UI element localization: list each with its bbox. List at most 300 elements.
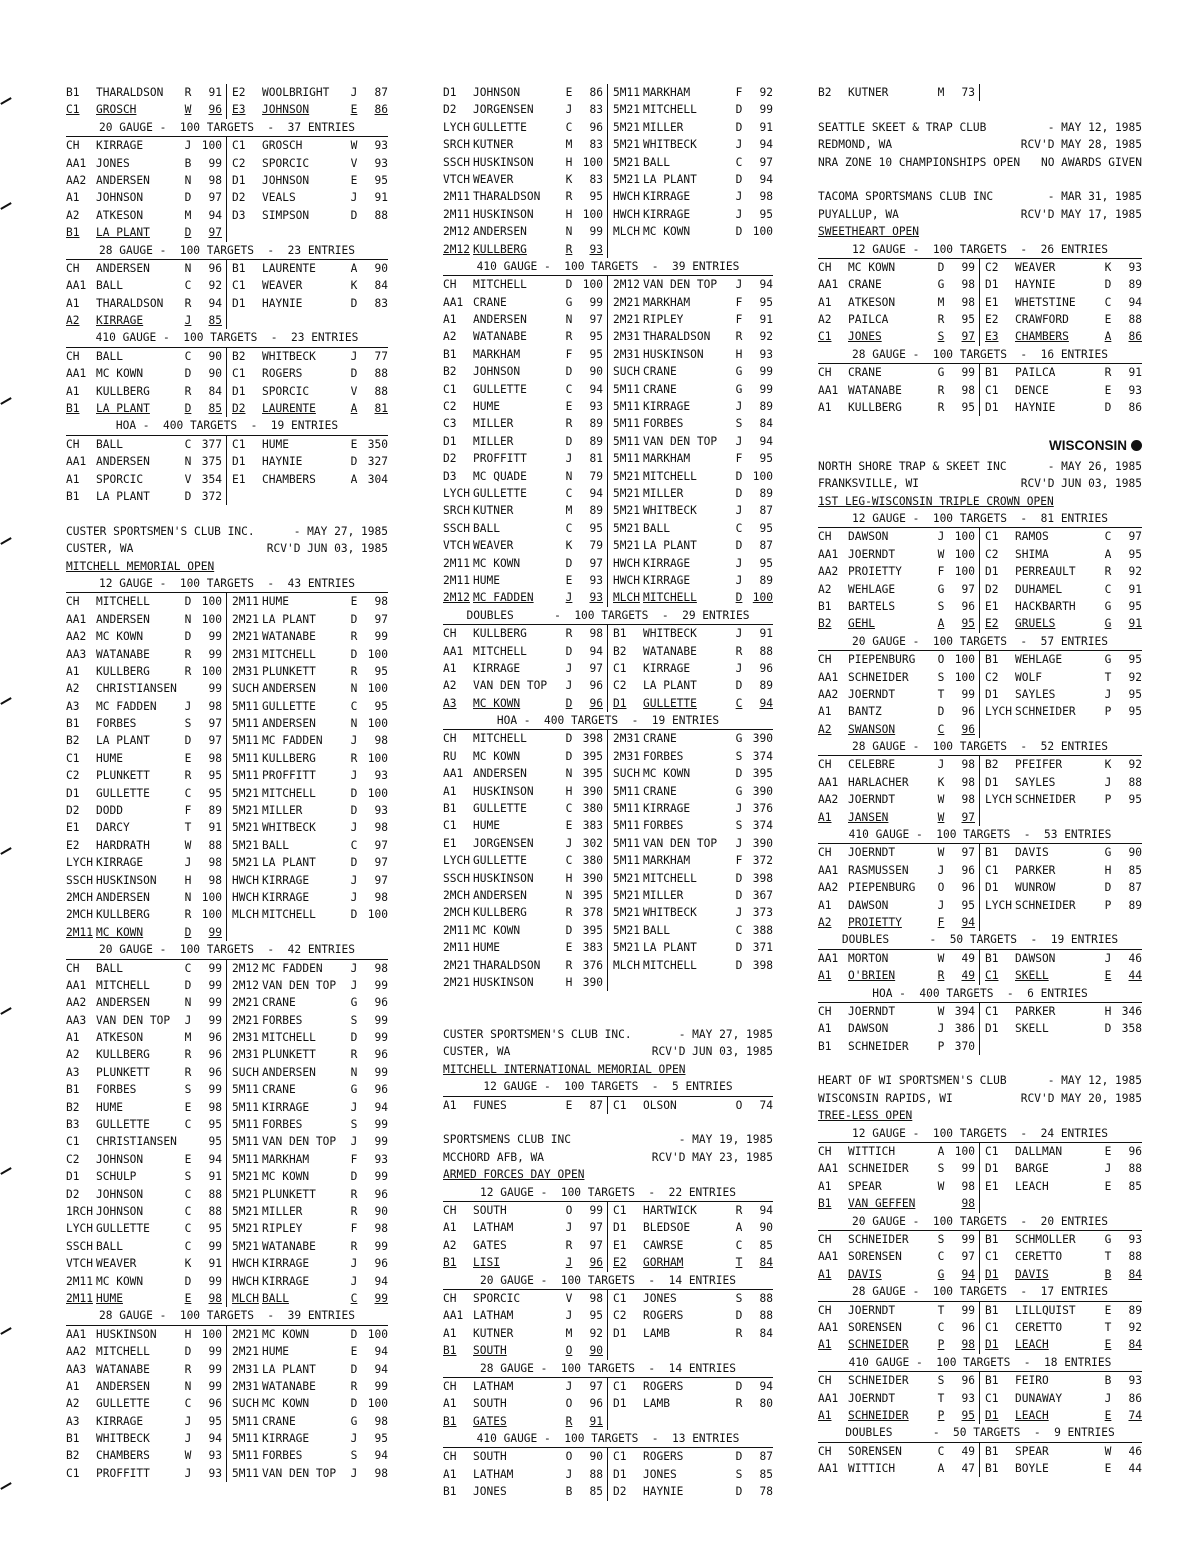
class-code: SRCH [443,504,470,518]
class-code: AA3 [66,1013,87,1027]
class-code: D1 [443,86,457,99]
score: 98 [961,1197,975,1211]
shooter-name: VAN GEFFEN [848,1197,916,1211]
result-entry [227,906,388,923]
shooter-initial: C [565,382,573,396]
score: 99 [208,682,222,696]
result-entry [227,1290,388,1307]
result-entry [66,400,227,417]
shooter-initial: R [565,190,573,204]
result-row [818,399,1142,416]
shooter-name: MITCHELL [262,647,316,661]
shooter-initial: C [184,1222,192,1236]
score: 87 [374,86,388,99]
club-info-right: RCV'D MAY 17, 1985 [1020,207,1142,221]
shooter-name: HACKBARTH [1015,599,1076,613]
result-entry [443,572,608,589]
score: 83 [589,103,603,117]
shooter-name: WHITBECK [643,906,697,920]
result-entry [608,223,773,240]
class-code: E2 [66,838,80,852]
result-entry [443,748,608,765]
shooter-initial: A [937,617,945,631]
shooter-initial: H [565,975,573,989]
score: 95 [759,207,773,221]
score: 80 [759,1397,773,1411]
shooter-name: KULLBERG [848,401,902,415]
result-row [443,800,773,817]
score: 98 [961,295,975,309]
shooter-name: MILLER [473,434,514,448]
result-row [66,1395,388,1412]
shooter-name: DUHAMEL [1015,582,1063,596]
score: 92 [208,279,222,293]
class-code: 5M21 [613,871,640,885]
shooter-initial: O [937,881,945,895]
shooter-name: MILLER [643,888,684,902]
shooter-initial: J [350,978,358,992]
result-row [66,906,388,923]
score: 96 [374,1187,388,1201]
shooter-name: WHITBECK [643,138,697,152]
class-code: 5M11 [232,734,259,748]
shooter-name: JOHNSON [262,173,310,187]
class-code: CH [66,139,80,153]
score: 88 [589,1467,603,1481]
result-row [443,520,773,537]
class-code: A1 [818,1338,832,1352]
score: 99 [961,1233,975,1246]
shooter-name: DODD [96,804,123,818]
result-entry [227,977,388,994]
score: 367 [752,888,773,902]
score: 96 [589,120,603,134]
result-row [443,922,773,939]
class-code: AA1 [443,767,464,781]
result-entry [443,1395,608,1412]
shoot-title: 1ST LEG-WISCONSIN TRIPLE CROWN OPEN [818,494,1054,508]
class-code: SSCH [443,155,470,169]
result-entry [227,924,388,941]
result-entry [980,1003,1142,1020]
shooter-initial: S [735,819,743,833]
score: 85 [208,402,222,416]
result-row [443,555,773,572]
shooter-name: PARKER [1015,1004,1056,1018]
shooter-name: CRANE [643,732,677,746]
class-code: 5M21 [613,906,640,920]
shooter-name: CRANE [848,366,882,380]
score: 99 [589,1204,603,1217]
shooter-initial: C [184,1118,192,1132]
shooter-initial: R [350,751,358,765]
shooter-initial: O [565,1397,573,1411]
shooter-initial: J [184,1414,192,1428]
result-entry [818,546,980,563]
result-entry [818,809,980,826]
shooter-initial: J [735,802,743,816]
result-entry [443,555,608,572]
shooter-name: RASMUSSEN [848,863,909,877]
result-entry [66,646,227,663]
score: 374 [752,819,773,833]
shooter-name: HUSKINSON [473,155,534,169]
result-entry [980,1038,1142,1055]
shooter-initial: R [350,1187,358,1201]
shooter-initial: E [1104,1338,1112,1352]
result-row [66,348,388,365]
shooter-initial: N [350,717,358,731]
shooter-name: LA PLANT [643,679,697,693]
score: 90 [374,261,388,275]
class-code: A1 [818,1022,832,1036]
shooter-name: MC KOWN [848,260,896,274]
shooter-name: DAVIS [848,1267,882,1281]
result-entry [818,651,980,668]
score: 97 [374,856,388,870]
result-entry [980,967,1142,984]
shooter-name: PLUNKETT [262,1187,316,1201]
result-entry [818,897,980,914]
shooter-name: ANDERSEN [96,261,150,275]
shooter-name: LATHAM [473,1221,514,1235]
score: 96 [589,1397,603,1411]
class-code: CH [66,595,80,609]
shooter-name: MITCHELL [643,871,697,885]
result-entry [66,611,227,628]
class-code: C3 [443,417,457,431]
score: 91 [208,1170,222,1184]
shooter-initial: S [350,1449,358,1463]
class-code: 2M11 [443,941,470,955]
class-code: B1 [66,489,80,503]
shooter-initial: S [937,599,945,613]
shooter-name: FUNES [473,1098,507,1112]
class-code: D1 [232,384,246,398]
class-code: AA1 [818,951,839,965]
shooter-initial: E [565,1098,573,1112]
shooter-name: KIRRAGE [96,856,144,870]
score: 94 [759,172,773,186]
club-info-line [818,458,1142,475]
result-entry [227,802,388,819]
class-code: B1 [66,717,80,731]
club-info-left: MCCHORD AFB, WA [443,1150,545,1164]
shooter-initial: H [565,207,573,221]
score: 96 [374,996,388,1010]
shooter-initial: S [350,1013,358,1027]
shooter-name: MC KOWN [96,630,144,644]
shooter-name: KUTNER [473,504,514,518]
shooter-name: SPORCIC [473,1291,521,1305]
shooter-name: PLUNKETT [262,664,316,678]
result-entry [443,922,608,939]
shooter-name: GROSCH [262,139,303,153]
shooter-name: PFEIFER [1015,758,1063,772]
shooter-initial: J [565,661,573,675]
shooter-name: GULLETTE [96,786,150,800]
shooter-initial: N [184,455,192,469]
result-entry [66,1413,227,1430]
shoot-title: TREE-LESS OPEN [818,1109,913,1123]
shooter-initial: D [565,434,573,448]
result-entry [818,791,980,808]
shooter-initial: J [184,314,192,328]
class-code: 2M11 [66,1274,93,1288]
class-code: D1 [985,1022,999,1036]
class-code: CH [818,1303,832,1317]
score: 95 [1128,793,1142,807]
shooter-name: VAN DEN TOP [262,1466,337,1480]
class-code: AA2 [66,1345,87,1359]
class-code: B1 [66,1083,80,1097]
result-entry [980,1178,1142,1195]
shooter-initial: D [350,1170,358,1184]
score: 90 [208,349,222,363]
score: 97 [589,1221,603,1235]
result-entry [227,1203,388,1220]
shooter-initial: R [735,1397,743,1411]
shooter-initial: H [565,784,573,798]
shooter-name: HUSKINSON [96,873,157,887]
shooter-initial: D [184,978,192,992]
result-entry [608,555,773,572]
class-code: 2M31 [232,647,259,661]
shooter-name: MC FADDEN [262,734,323,748]
score: 96 [208,1031,222,1045]
class-code: 2M31 [232,1379,259,1393]
result-row [443,1202,773,1219]
shooter-name: HARLACHER [848,775,909,789]
shooter-initial: J [184,856,192,870]
result-entry [608,1307,773,1324]
score: 94 [961,915,975,929]
class-code: 2M12 [443,225,470,239]
shooter-initial: J [350,1432,358,1446]
shooter-name: PROIETTY [848,565,902,579]
score: 99 [961,260,975,274]
score: 73 [961,86,975,99]
result-row [818,1178,1142,1195]
class-code: C2 [66,769,80,783]
result-entry [227,207,388,224]
class-code: AA3 [66,647,87,661]
class-code: A1 [443,1098,457,1112]
shooter-name: BALL [262,838,289,852]
result-entry [227,1326,388,1343]
bullet-icon [1131,440,1142,451]
shooter-initial: W [937,846,945,860]
class-code: C1 [66,103,80,117]
class-code: 2M31 [613,732,640,746]
class-code: B2 [66,734,80,748]
result-entry [980,809,1142,826]
class-code: VTCH [443,172,470,186]
class-code: C2 [443,400,457,414]
result-row [443,904,773,921]
score: 96 [208,1397,222,1411]
result-entry [608,677,773,694]
class-code: B1 [443,1485,457,1499]
score: 89 [589,434,603,448]
shooter-initial: R [350,630,358,644]
result-row [443,1290,773,1307]
class-code: VTCH [66,1257,93,1271]
score: 88 [208,1205,222,1218]
class-code: B2 [66,1100,80,1114]
result-row [66,994,388,1011]
class-code: 5M21 [613,923,640,937]
shooter-initial: D [735,120,743,134]
shooter-initial: C [937,1320,945,1334]
result-entry [608,450,773,467]
shooter-name: KIRRAGE [473,661,521,675]
score: 89 [1128,1303,1142,1317]
event-header: 410 GAUGE - 100 TARGETS - 13 ENTRIES [443,1430,773,1448]
shooter-initial: R [735,1326,743,1340]
shooter-name: SPEAR [1015,1444,1049,1458]
shooter-initial: J [350,86,358,99]
score: 354 [201,472,222,486]
shooter-name: MITCHELL [473,278,527,292]
class-code: D1 [443,434,457,448]
result-entry [66,365,227,382]
result-row [443,887,773,904]
result-entry [227,680,388,697]
score: 95 [1128,687,1142,701]
shooter-initial: R [184,1362,192,1376]
club-info-left: HEART OF WI SPORTSMEN'S CLUB [818,1074,1007,1088]
shooter-name: SOUTH [473,1204,507,1217]
class-code: LYCH [985,898,1012,912]
club-info-right: RCV'D JUN 03, 1985 [651,1045,773,1059]
score: 390 [582,975,603,989]
shooter-initial: D [735,486,743,500]
shooter-name: WOOLBRIGHT [262,86,330,99]
shooter-name: KIRRAGE [643,556,691,570]
shooter-name: MILLER [473,417,514,431]
result-row [818,1372,1142,1389]
shooter-name: SIMPSON [262,208,310,222]
result-row [443,311,773,328]
shooter-name: WATANABE [473,330,527,344]
class-code: AA1 [818,1462,839,1476]
score: 94 [759,1379,773,1393]
score: 95 [208,769,222,783]
result-entry [443,783,608,800]
result-entry [66,732,227,749]
result-entry [608,904,773,921]
class-code: AA1 [818,863,839,877]
shooter-name: LATHAM [473,1309,514,1323]
result-entry [227,698,388,715]
result-row [443,328,773,345]
shooter-name: KIRRAGE [643,207,691,221]
shooter-name: WEHLAGE [1015,653,1063,667]
shooter-name: ROGERS [643,1450,684,1464]
shooter-initial: O [565,1344,573,1358]
shooter-initial: R [937,313,945,327]
shooter-initial: D [735,172,743,186]
result-entry [227,365,388,382]
result-entry [980,879,1142,896]
shooter-name: BALL [643,923,670,937]
score: 93 [1128,1233,1142,1246]
shooter-name: CRANE [848,278,882,292]
shooter-name: MC KOWN [262,1327,310,1341]
shooter-initial: J [350,1100,358,1114]
score: 97 [961,582,975,596]
shooter-initial: A [937,1462,945,1476]
score: 95 [759,295,773,309]
shooter-name: HAYNIE [262,455,303,469]
club-info-right: RCV'D MAY 23, 1985 [651,1150,773,1164]
result-entry [227,1099,388,1116]
class-code: 2M11 [66,925,93,939]
result-entry [443,206,608,223]
class-code: A1 [818,969,832,983]
result-entry [818,879,980,896]
result-row [66,137,388,154]
result-row [66,1413,388,1430]
shooter-initial: K [937,775,945,789]
shooter-initial: W [350,139,358,153]
shooter-name: PROFFITT [262,769,316,783]
shooter-name: LATHAM [473,1467,514,1481]
shooter-initial: D [735,1450,743,1464]
score: 100 [954,653,975,667]
shooter-name: PROFFITT [473,452,527,466]
shooter-initial: P [937,1039,945,1053]
result-entry [608,625,773,642]
result-row [66,732,388,749]
score: 92 [759,330,773,344]
shooter-name: KIRRAGE [96,139,144,153]
class-code: 5M11 [232,751,259,765]
result-entry [818,1443,980,1460]
class-code: B1 [985,1462,999,1476]
result-entry [227,137,388,154]
class-code: 5M11 [232,1152,259,1166]
score: 88 [1128,1162,1142,1176]
class-code: B1 [818,1197,832,1211]
score: 95 [759,521,773,535]
result-entry [227,1064,388,1081]
class-code: D2 [443,452,457,466]
shooter-initial: V [350,156,358,170]
score: 98 [208,1291,222,1305]
shooter-name: MC KOWN [262,1397,310,1411]
result-row [66,277,388,294]
class-code: A1 [443,661,457,675]
shooter-initial: D [350,367,358,381]
results-column-2 [443,84,773,1501]
shooter-name: HUSKINSON [96,1327,157,1341]
result-row [66,312,388,329]
score: 90 [589,1344,603,1358]
class-code: D1 [613,1326,627,1340]
shooter-name: JOHNSON [96,1205,144,1218]
results-column-3 [818,84,1142,1477]
shooter-name: FORBES [643,417,684,431]
result-entry [227,1151,388,1168]
class-code: 5M21 [613,120,640,134]
shooter-name: VAN DEN TOP [643,434,718,448]
score: 99 [208,630,222,644]
result-row [66,189,388,206]
score: 97 [374,838,388,852]
result-entry [608,660,773,677]
